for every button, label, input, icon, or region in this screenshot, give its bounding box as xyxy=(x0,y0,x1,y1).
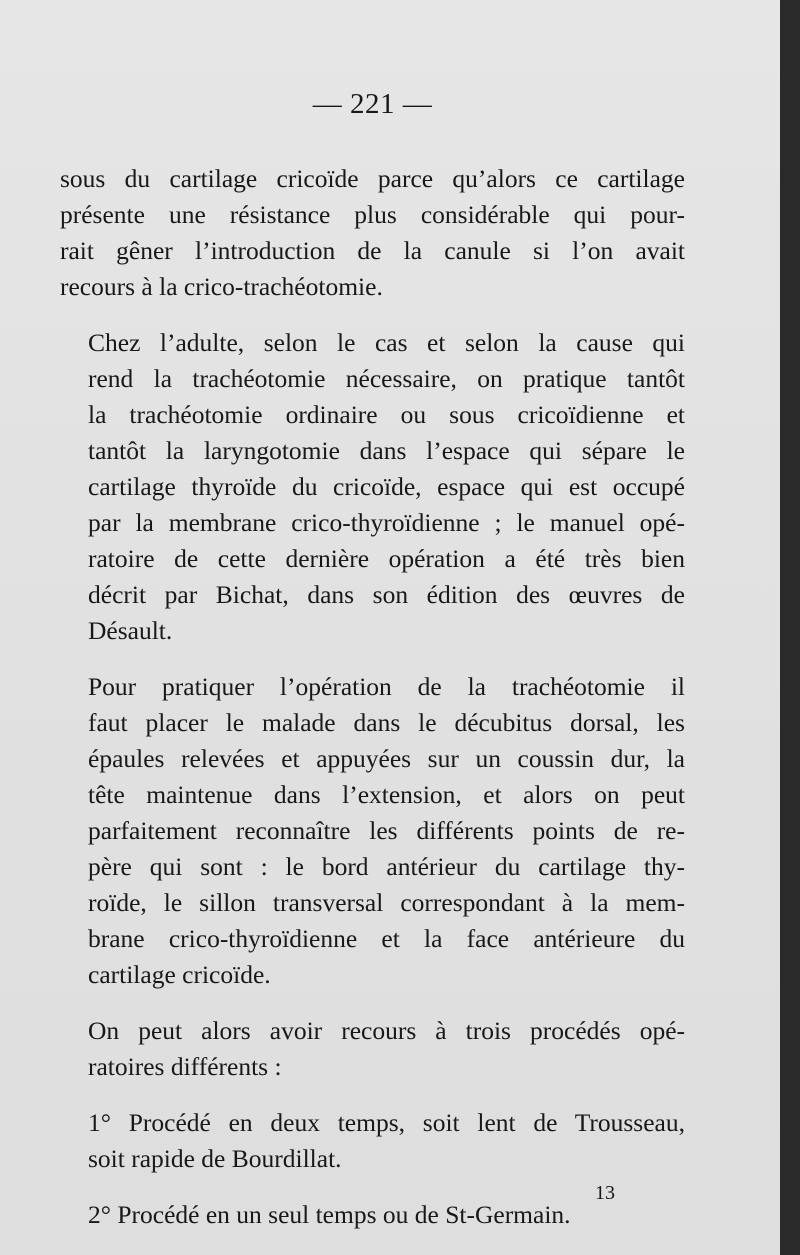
signature-mark: 13 xyxy=(595,1182,615,1204)
paragraph xyxy=(60,1105,685,1177)
text-line: rend la trachéotomie nécessaire, on pratique tantôt xyxy=(88,364,685,393)
paragraph xyxy=(60,1197,685,1233)
page-number-header: — 221 — xyxy=(312,88,433,120)
text-line: 1° Procédé en deux temps, soit lent de Trousseau, xyxy=(88,1108,685,1137)
text-line: roïde, le sillon transversal correspondant à la mem- xyxy=(88,888,685,917)
text-line: sous du cartilage cricoïde parce qu’alors ce cartilage xyxy=(60,164,685,193)
text-line: soit rapide de Bourdillat. xyxy=(88,1144,342,1173)
text-line: On peut alors avoir recours à trois procédés opé- xyxy=(88,1016,685,1045)
text-line: brane crico-thyroïdienne et la face antérieure du xyxy=(88,924,685,953)
text-line: tête maintenue dans l’extension, et alors on peut xyxy=(88,780,685,809)
text-line: cartilage thyroïde du cricoïde, espace qui est occupé xyxy=(88,472,685,501)
text-line: recours à la crico-trachéotomie. xyxy=(60,272,383,301)
text-line: tantôt la laryngotomie dans l’espace qui sépare le xyxy=(88,436,685,465)
body-text xyxy=(60,161,685,1233)
paragraph xyxy=(60,669,685,993)
text-line: parfaitement reconnaître les différents points de re- xyxy=(88,816,685,845)
text-line: père qui sont : le bord antérieur du cartilage thy- xyxy=(88,852,685,881)
text-line: faut placer le malade dans le décubitus dorsal, les xyxy=(88,708,685,737)
text-line: par la membrane crico-thyroïdienne ; le manuel opé- xyxy=(88,508,685,537)
paragraph xyxy=(60,1013,685,1085)
text-line: ratoires différents : xyxy=(88,1052,282,1081)
text-line: ratoire de cette dernière opération a été très bien xyxy=(88,544,685,573)
paragraph xyxy=(60,161,685,305)
paragraph xyxy=(60,325,685,649)
text-line: rait gêner l’introduction de la canule si l’on avait xyxy=(60,236,685,265)
text-line: Pour pratiquer l’opération de la trachéotomie il xyxy=(88,672,685,701)
text-line: cartilage cricoïde. xyxy=(88,960,271,989)
text-line: la trachéotomie ordinaire ou sous cricoïdienne et xyxy=(88,400,685,429)
text-line: présente une résistance plus considérable qui pour- xyxy=(60,200,685,229)
text-line: Chez l’adulte, selon le cas et selon la cause qui xyxy=(88,328,685,357)
text-line: épaules relevées et appuyées sur un coussin dur, la xyxy=(88,744,685,773)
text-line: décrit par Bichat, dans son édition des œuvres de xyxy=(88,580,685,609)
text-line: Désault. xyxy=(88,616,173,645)
text-line: 2° Procédé en un seul temps ou de St-Germain. xyxy=(88,1200,571,1229)
